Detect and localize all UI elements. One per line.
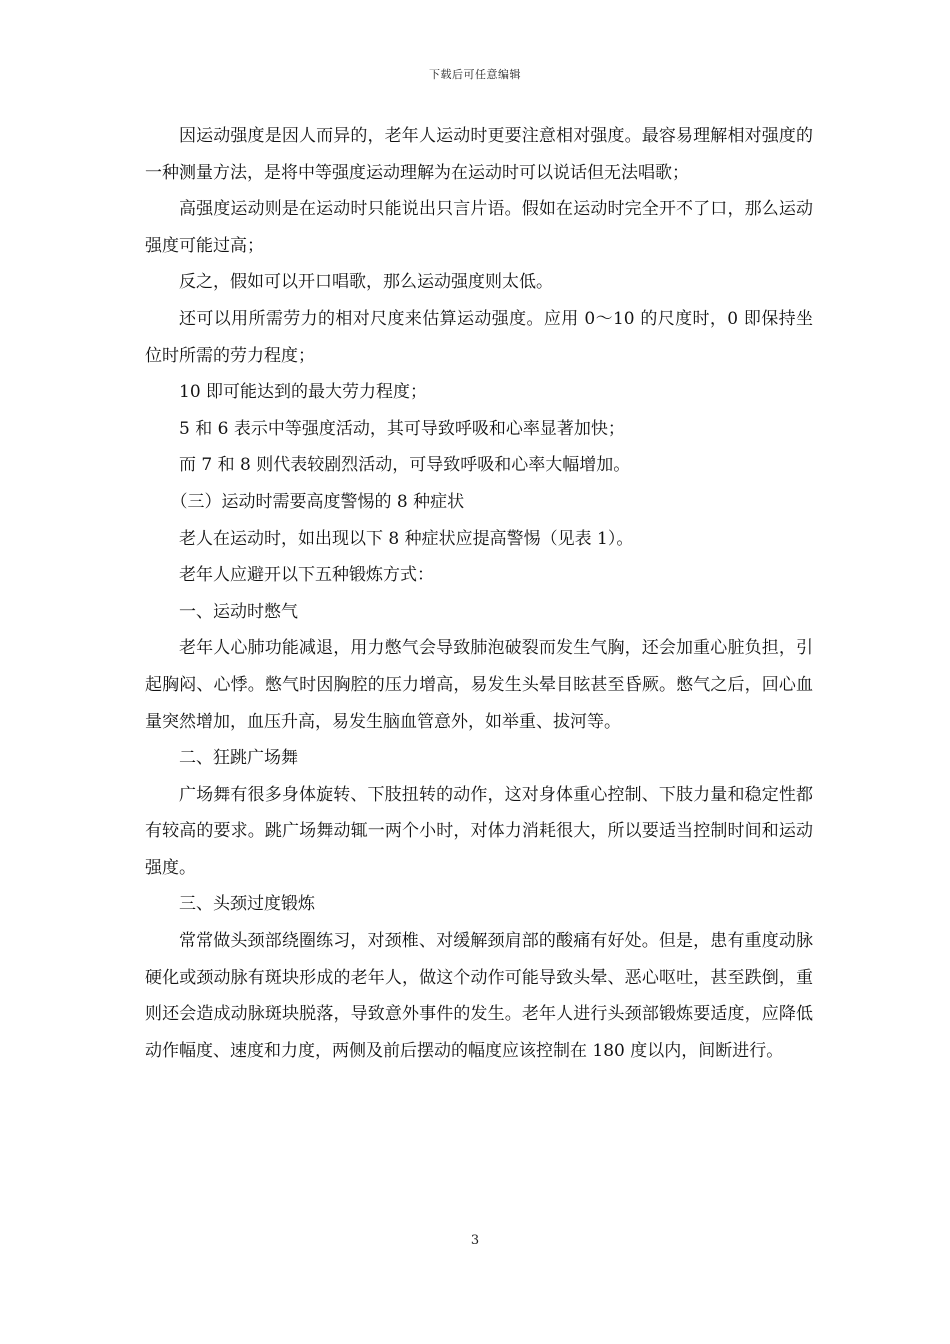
heading-square-dance: 二、狂跳广场舞 [179,748,298,769]
page-header: 下载后可任意编辑 [429,68,521,81]
paragraph-scale-10: 10 即可能达到的最大劳力程度； [179,382,428,403]
paragraph-high-intensity: 高强度运动则是在运动时只能说出只言片语。假如在运动时完全开不了口，那么运动强度可能过高； [145,199,813,256]
paragraph-relative-intensity: 因运动强度是因人而异的，老年人运动时更要注意相对强度。最容易理解相对强度的一种测量方法，是将中等强度运动理解为在运动时可以说话但无法唱歌； [145,126,813,183]
paragraph-breath-holding: 老年人心肺功能减退，用力憋气会导致肺泡破裂而发生气胸，还会加重心脏负担，引起胸闷、心悸。憋气时因胸腔的压力增高，易发生头晕目眩甚至昏厥。憋气之后，回心血量突然增加，血压升高，易发生脑血管意外，如举重、拔河等。 [145,638,813,732]
paragraph-neck-exercise: 常常做头颈部绕圈练习，对颈椎、对缓解颈肩部的酸痛有好处。但是，患有重度动脉硬化或颈动脉有斑块形成的老年人，做这个动作可能导致头晕、恶心呕吐，甚至跌倒，重则还会造成动脉斑块脱落，导致意外事件的发生。老年人进行头颈部锻炼要适度，应降低动作幅度、速度和力度，两侧及前后摆动的幅度应该控制在 180 度以内，间断进行。 [145,931,813,1061]
section-heading-symptoms: （三）运动时需要高度警惕的 8 种症状 [170,491,465,512]
heading-breath-holding: 一、运动时憋气 [179,601,298,622]
paragraph-scale-7-8: 而 7 和 8 则代表较剧烈活动，可导致呼吸和心率大幅增加。 [179,455,631,476]
paragraph-avoid-exercises: 老年人应避开以下五种锻炼方式： [179,565,434,586]
document-body [145,118,813,1069]
page-number: 3 [470,1233,480,1248]
heading-neck-exercise: 三、头颈过度锻炼 [179,894,315,915]
paragraph-effort-scale: 还可以用所需劳力的相对尺度来估算运动强度。应用 0～10 的尺度时，0 即保持坐位时所需的劳力程度； [145,308,813,366]
paragraph-low-intensity: 反之，假如可以开口唱歌，那么运动强度则太低。 [179,272,553,293]
paragraph-square-dance: 广场舞有很多身体旋转、下肢扭转的动作，这对身体重心控制、下肢力量和稳定性都有较高的要求。跳广场舞动辄一两个小时，对体力消耗很大，所以要适当控制时间和运动强度。 [145,784,813,878]
paragraph-symptoms-intro: 老人在运动时，如出现以下 8 种症状应提高警惕（见表 1）。 [179,528,634,549]
paragraph-scale-5-6: 5 和 6 表示中等强度活动，其可导致呼吸和心率显著加快； [179,418,625,439]
